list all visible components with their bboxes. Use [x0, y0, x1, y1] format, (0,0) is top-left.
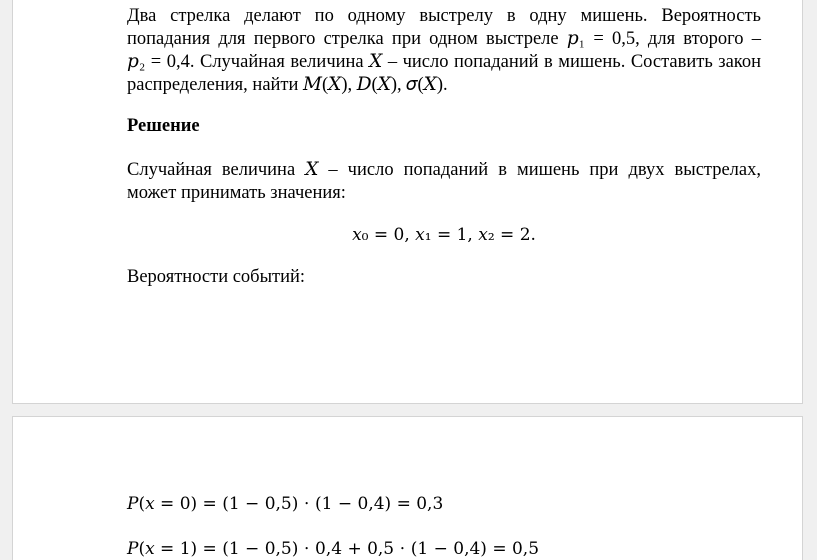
- problem-line-3: 𝑝₂ = 0,4. Случайная величина 𝑋 – число попаданий в мишень. Составить закон: [127, 52, 761, 72]
- solution-heading: Решение: [127, 116, 200, 136]
- problem-line-2: попадания для первого стрелка при одном выстреле 𝑝₁ = 0,5, для второго –: [127, 29, 761, 49]
- problem-line-4: распределения, найти 𝑀(𝑋), 𝐷(𝑋), 𝜎(𝑋).: [127, 75, 448, 95]
- formula-p-x-0: 𝑃(𝑥 = 0) = (1 − 0,5) ⋅ (1 − 0,4) = 0,3: [127, 494, 444, 514]
- document-page-2: [12, 416, 803, 560]
- solution-paragraph-line-2: может принимать значения:: [127, 183, 346, 203]
- solution-paragraph-line-1: Случайная величина 𝑋 – число попаданий в мишень при двух выстрелах,: [127, 160, 761, 180]
- document-page-1: [12, 0, 803, 404]
- problem-line-1: Два стрелка делают по одному выстрелу в одну мишень. Вероятность: [127, 6, 761, 26]
- formula-p-x-1: 𝑃(𝑥 = 1) = (1 − 0,5) ⋅ 0,4 + 0,5 ⋅ (1 − 0,4) = 0,5: [127, 539, 540, 559]
- probabilities-label: Вероятности событий:: [127, 267, 306, 287]
- possible-values-formula: 𝑥₀ = 0, 𝑥₁ = 1, 𝑥₂ = 2.: [352, 225, 536, 245]
